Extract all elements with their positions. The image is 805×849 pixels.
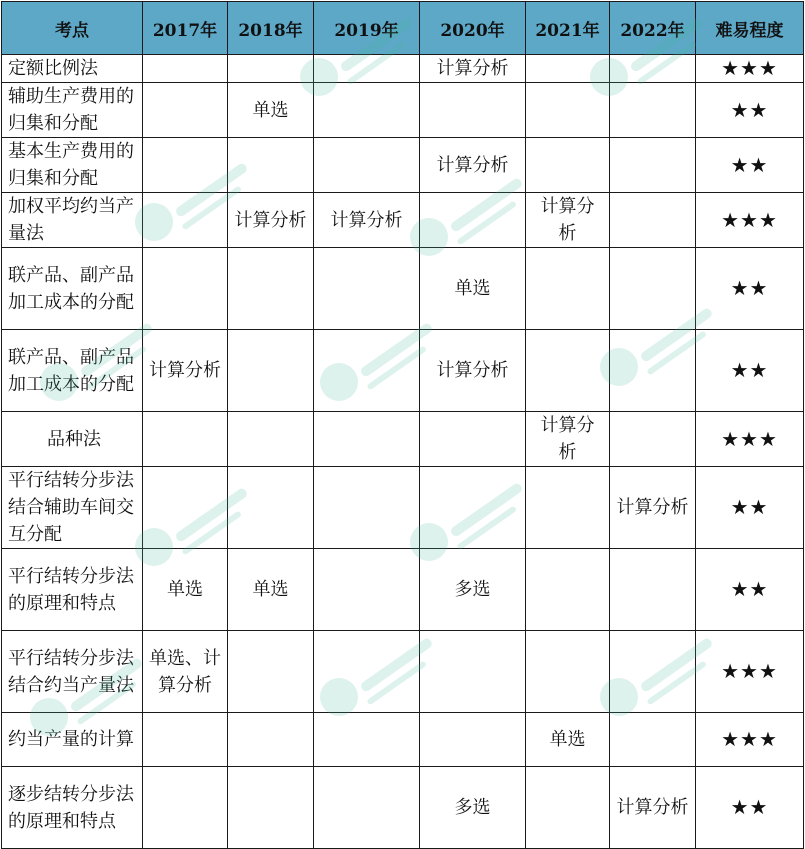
topic-cell: 加权平均约当产量法 bbox=[2, 193, 143, 248]
year-cell-2021 bbox=[526, 248, 610, 330]
year-cell-2017 bbox=[143, 248, 228, 330]
year-cell-2020 bbox=[420, 412, 526, 467]
year-cell-2019 bbox=[314, 467, 420, 549]
header-topic: 考点 bbox=[2, 2, 143, 55]
table-row bbox=[2, 713, 804, 767]
year-cell-2020: 单选 bbox=[420, 248, 526, 330]
difficulty-stars: ★★ bbox=[696, 467, 804, 549]
year-cell-2020: 计算分析 bbox=[420, 55, 526, 83]
year-cell-2019 bbox=[314, 549, 420, 631]
year-cell-2018 bbox=[228, 55, 314, 83]
topic-cell: 联产品、副产品加工成本的分配 bbox=[2, 330, 143, 412]
year-cell-2017 bbox=[143, 193, 228, 248]
topic-cell: 辅助生产费用的归集和分配 bbox=[2, 83, 143, 138]
year-cell-2022: 计算分析 bbox=[610, 467, 696, 549]
year-cell-2021: 计算分析 bbox=[526, 193, 610, 248]
year-cell-2020: 计算分析 bbox=[420, 138, 526, 193]
year-cell-2022 bbox=[610, 248, 696, 330]
year-cell-2022 bbox=[610, 713, 696, 767]
table-row bbox=[2, 55, 804, 83]
topic-cell: 平行结转分步法结合辅助车间交互分配 bbox=[2, 467, 143, 549]
table-row bbox=[2, 330, 804, 412]
difficulty-stars: ★★ bbox=[696, 83, 804, 138]
year-cell-2017 bbox=[143, 467, 228, 549]
table-row bbox=[2, 412, 804, 467]
exam-points-table bbox=[1, 1, 804, 849]
year-cell-2017 bbox=[143, 713, 228, 767]
difficulty-stars: ★★★ bbox=[696, 193, 804, 248]
difficulty-stars: ★★ bbox=[696, 248, 804, 330]
topic-cell: 基本生产费用的归集和分配 bbox=[2, 138, 143, 193]
year-cell-2021: 计算分析 bbox=[526, 412, 610, 467]
year-cell-2021 bbox=[526, 83, 610, 138]
year-cell-2021 bbox=[526, 631, 610, 713]
year-cell-2022 bbox=[610, 138, 696, 193]
year-cell-2020: 多选 bbox=[420, 767, 526, 849]
difficulty-stars: ★★★ bbox=[696, 55, 804, 83]
topic-cell: 联产品、副产品加工成本的分配 bbox=[2, 248, 143, 330]
header-row bbox=[2, 2, 804, 55]
difficulty-stars: ★★ bbox=[696, 330, 804, 412]
year-cell-2021 bbox=[526, 138, 610, 193]
year-cell-2018 bbox=[228, 248, 314, 330]
year-cell-2019 bbox=[314, 55, 420, 83]
table-row bbox=[2, 248, 804, 330]
year-cell-2022 bbox=[610, 631, 696, 713]
year-cell-2017: 单选 bbox=[143, 549, 228, 631]
difficulty-stars: ★★ bbox=[696, 138, 804, 193]
year-cell-2022 bbox=[610, 549, 696, 631]
year-cell-2021 bbox=[526, 330, 610, 412]
year-cell-2019 bbox=[314, 330, 420, 412]
year-cell-2020 bbox=[420, 631, 526, 713]
year-cell-2021 bbox=[526, 767, 610, 849]
table-row bbox=[2, 549, 804, 631]
header-difficulty: 难易程度 bbox=[696, 2, 804, 55]
topic-cell: 平行结转分步法结合约当产量法 bbox=[2, 631, 143, 713]
year-cell-2018 bbox=[228, 767, 314, 849]
year-cell-2018 bbox=[228, 467, 314, 549]
year-cell-2021: 单选 bbox=[526, 713, 610, 767]
header-year-2021: 2021年 bbox=[526, 2, 610, 55]
topic-cell: 定额比例法 bbox=[2, 55, 143, 83]
table-row bbox=[2, 767, 804, 849]
year-cell-2022 bbox=[610, 330, 696, 412]
year-cell-2018 bbox=[228, 713, 314, 767]
year-cell-2020: 多选 bbox=[420, 549, 526, 631]
difficulty-stars: ★★ bbox=[696, 549, 804, 631]
topic-cell: 逐步结转分步法的原理和特点 bbox=[2, 767, 143, 849]
year-cell-2019 bbox=[314, 631, 420, 713]
year-cell-2020 bbox=[420, 467, 526, 549]
year-cell-2022 bbox=[610, 193, 696, 248]
table-body bbox=[2, 55, 804, 849]
year-cell-2018 bbox=[228, 412, 314, 467]
year-cell-2021 bbox=[526, 549, 610, 631]
topic-cell: 品种法 bbox=[2, 412, 143, 467]
year-cell-2019 bbox=[314, 248, 420, 330]
year-cell-2022 bbox=[610, 55, 696, 83]
year-cell-2017 bbox=[143, 138, 228, 193]
year-cell-2021 bbox=[526, 467, 610, 549]
header-year-2018: 2018年 bbox=[228, 2, 314, 55]
year-cell-2020: 计算分析 bbox=[420, 330, 526, 412]
year-cell-2019: 计算分析 bbox=[314, 193, 420, 248]
year-cell-2022 bbox=[610, 412, 696, 467]
year-cell-2017: 单选、计算分析 bbox=[143, 631, 228, 713]
year-cell-2019 bbox=[314, 713, 420, 767]
year-cell-2020 bbox=[420, 193, 526, 248]
topic-cell: 约当产量的计算 bbox=[2, 713, 143, 767]
difficulty-stars: ★★★ bbox=[696, 631, 804, 713]
year-cell-2017 bbox=[143, 767, 228, 849]
year-cell-2018 bbox=[228, 138, 314, 193]
year-cell-2019 bbox=[314, 138, 420, 193]
header-year-2022: 2022年 bbox=[610, 2, 696, 55]
year-cell-2017 bbox=[143, 412, 228, 467]
year-cell-2018 bbox=[228, 631, 314, 713]
header-year-2019: 2019年 bbox=[314, 2, 420, 55]
year-cell-2022: 计算分析 bbox=[610, 767, 696, 849]
year-cell-2019 bbox=[314, 767, 420, 849]
table-row bbox=[2, 631, 804, 713]
header-year-2020: 2020年 bbox=[420, 2, 526, 55]
year-cell-2019 bbox=[314, 83, 420, 138]
table-row bbox=[2, 138, 804, 193]
year-cell-2018: 单选 bbox=[228, 549, 314, 631]
year-cell-2021 bbox=[526, 55, 610, 83]
difficulty-stars: ★★★ bbox=[696, 713, 804, 767]
year-cell-2018: 单选 bbox=[228, 83, 314, 138]
difficulty-stars: ★★★ bbox=[696, 412, 804, 467]
year-cell-2017: 计算分析 bbox=[143, 330, 228, 412]
year-cell-2019 bbox=[314, 412, 420, 467]
table-row bbox=[2, 193, 804, 248]
table-row bbox=[2, 83, 804, 138]
year-cell-2017 bbox=[143, 55, 228, 83]
year-cell-2020 bbox=[420, 713, 526, 767]
difficulty-stars: ★★ bbox=[696, 767, 804, 849]
year-cell-2018: 计算分析 bbox=[228, 193, 314, 248]
year-cell-2017 bbox=[143, 83, 228, 138]
year-cell-2020 bbox=[420, 83, 526, 138]
year-cell-2018 bbox=[228, 330, 314, 412]
table-row bbox=[2, 467, 804, 549]
year-cell-2022 bbox=[610, 83, 696, 138]
header-year-2017: 2017年 bbox=[143, 2, 228, 55]
topic-cell: 平行结转分步法的原理和特点 bbox=[2, 549, 143, 631]
